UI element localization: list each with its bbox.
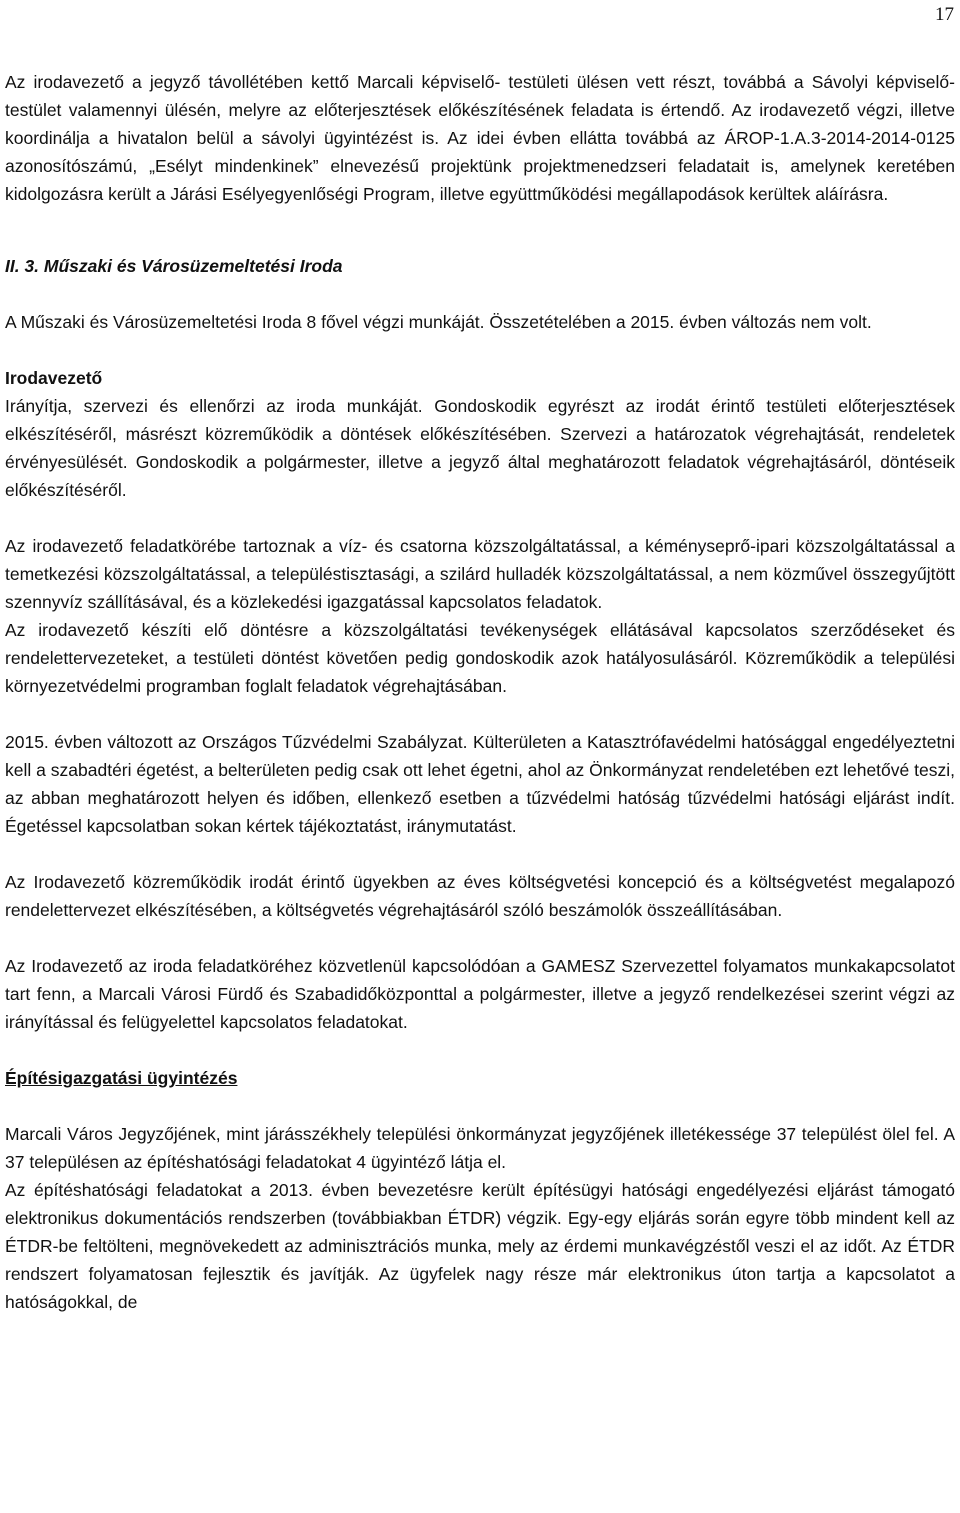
page-number: 17 [935,4,954,25]
paragraph-koltsegvetes: Az Irodavezető közreműködik irodát érintő ügyekben az éves költségvetési koncepció és a költségvetést megalapozó rendelettervezet elkészítésében, a költségvetés végrehajtásáról szóló beszámolók összeállításában. [5,872,955,920]
paragraph-irodavezeto-feladatai: Irányítja, szervezi és ellenőrzi az iroda munkáját. Gondoskodik egyrészt az irodát érintő testületi előterjesztések elkészítéséről, másrészt közreműködik a döntések előkészítésében. Szervezi a határozatok végrehajtását, rendeletek érvényesülését. Gondoskodik a polgármester, illetve a jegyző által meghatározott feladatok végrehajtásáról, döntéseik előkészítéséről. [5,396,955,500]
paragraph-illetekesseg: Marcali Város Jegyzőjének, mint járásszékhely települési önkormányzat jegyzőjének illetékessége 37 települést ölel fel. A 37 településen az építéshatósági feladatokat 4 ügyintéző látja el. [5,1124,955,1172]
paragraph-kozszolgaltatasok: Az irodavezető feladatkörébe tartoznak a víz- és csatorna közszolgáltatással, a kéményseprő-ipari közszolgáltatással a temetkezési közszolgáltatással, a településtisztasági, a szilárd hulladék közszolgáltatással, a nem közművel összegyűjtött szennyvíz szállításával, és a közlekedési igazgatással kapcsolatos feladatok. [5,536,955,612]
section-heading: II. 3. Műszaki és Városüzemeltetési Iroda [5,256,343,276]
paragraph-iroda-letszam: A Műszaki és Városüzemeltetési Iroda 8 fővel végzi munkáját. Összetételében a 2015. évben változás nem volt. [5,312,872,332]
subheading-irodavezeto: Irodavezető [5,368,103,388]
paragraph-irodavezeto-savoly: Az irodavezető a jegyző távollétében kettő Marcali képviselő- testületi ülésen vett részt, továbbá a Sávolyi képviselő- testület valamennyi ülésén, melyre az előterjesztések előkészítésének feladata is értendő. Az irodavezető végzi, illetve koordinálja a hivatalon belül a sávolyi ügyintézést is. Az idei évben ellátta továbbá az ÁROP-1.A.3-2014-2014-0125 azonosítószámú, „Esélyt mindenkinek” elnevezésű projektünk projektmenedzseri feladatait is, amelynek keretében kidolgozásra került a Járási Esélyegyenlőségi Program, illetve együttműködési megállapodások kerültek aláírásra. [5,72,955,204]
subheading-epitesigazgatas: Építésigazgatási ügyintézés [5,1068,238,1088]
paragraph-gamesz: Az Irodavezető az iroda feladatköréhez közvetlenül kapcsolódóan a GAMESZ Szervezettel folyamatos munkakapcsolatot tart fenn, a Marcali Városi Fürdő és Szabadidőközponttal a polgármester, illetve a jegyző rendelkezései szerint végzi az irányítással és felügyelettel kapcsolatos feladatokat. [5,956,955,1032]
paragraph-tuzvedelem: 2015. évben változott az Országos Tűzvédelmi Szabályzat. Külterületen a Katasztrófavédelmi hatósággal engedélyeztetni kell a szabadtéri égetést, a belterületen pedig csak ott lehet égetni, ahol az Önkormányzat rendeletében ezt lehetővé teszi, az abban meghatározott helyen és időben, ellenkező esetben a tűzvédelmi hatóság tűzvédelmi hatósági eljárást indít. Égetéssel kapcsolatban sokan kértek tájékoztatást, iránymutatást. [5,732,955,836]
paragraph-szerzodesek: Az irodavezető készíti elő döntésre a közszolgáltatási tevékenységek ellátásával kapcsolatos szerződéseket és rendelettervezeteket, a testületi döntést követően pedig gondoskodik azok hatályosulásáról. Közreműködik a települési környezetvédelmi programban foglalt feladatok végrehajtásában. [5,620,955,696]
paragraph-etdr: Az építéshatósági feladatokat a 2013. évben bevezetésre került építésügyi hatósági engedélyezési eljárást támogató elektronikus dokumentációs rendszerben (továbbiakban ÉTDR) végzik. Egy-egy eljárás során egyre több mindent kell az ÉTDR-be feltölteni, megnövekedett az adminisztrációs munka, mely az érdemi munkavégzéstől veszi el az időt. Az ÉTDR rendszert folyamatosan fejlesztik és javítják. Az ügyfelek nagy része már elektronikus úton tartja a kapcsolatot a hatóságokkal, de [5,1180,955,1312]
document-body [5,68,955,1316]
